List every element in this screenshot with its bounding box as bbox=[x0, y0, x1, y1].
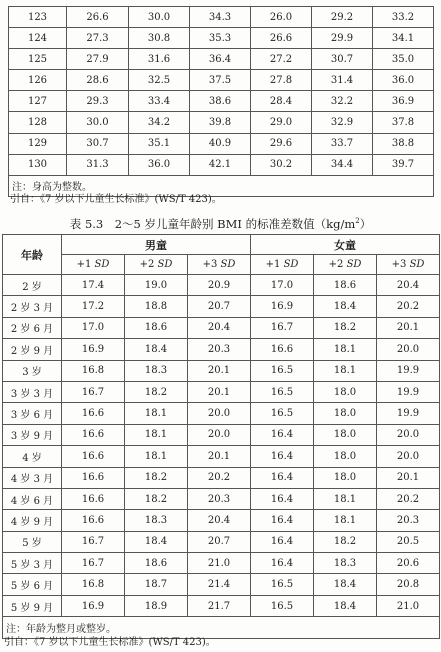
value-cell: 31.4 bbox=[312, 70, 373, 91]
value-cell: 18.3 bbox=[314, 553, 377, 574]
table2-note: 注：年龄为整月或整岁。 bbox=[3, 617, 440, 638]
value-cell: 16.5 bbox=[251, 381, 314, 402]
value-cell: 34.1 bbox=[373, 28, 434, 49]
value-cell: 16.4 bbox=[251, 553, 314, 574]
value-cell: 19.0 bbox=[125, 275, 188, 296]
value-cell: 20.2 bbox=[188, 467, 251, 488]
sd-label: SD bbox=[283, 259, 299, 270]
table-row bbox=[9, 112, 434, 133]
value-cell: 16.6 bbox=[251, 339, 314, 360]
value-cell: 20.4 bbox=[188, 510, 251, 531]
sd-multiplier: +2 bbox=[139, 259, 155, 270]
value-cell: 32.2 bbox=[312, 91, 373, 112]
value-cell: 21.7 bbox=[188, 595, 251, 616]
value-cell: 21.0 bbox=[377, 595, 440, 616]
value-cell: 16.9 bbox=[251, 296, 314, 317]
value-cell: 16.6 bbox=[62, 446, 125, 467]
sd-multiplier: +3 bbox=[202, 259, 218, 270]
bmi-height-table-continued bbox=[8, 6, 434, 197]
value-cell: 17.0 bbox=[62, 317, 125, 338]
value-cell: 18.4 bbox=[125, 339, 188, 360]
sd-column-header bbox=[62, 255, 125, 275]
value-cell: 16.4 bbox=[251, 531, 314, 552]
value-cell: 16.7 bbox=[62, 553, 125, 574]
value-cell: 29.3 bbox=[67, 91, 129, 112]
value-cell: 17.2 bbox=[62, 296, 125, 317]
value-cell: 36.4 bbox=[190, 49, 251, 70]
sd-column-header bbox=[188, 255, 251, 275]
sd-label: SD bbox=[220, 259, 236, 270]
value-cell: 19.9 bbox=[377, 403, 440, 424]
table-row bbox=[3, 296, 440, 317]
value-cell: 20.3 bbox=[188, 488, 251, 509]
table2-header-row-2 bbox=[3, 255, 440, 275]
value-cell: 18.6 bbox=[125, 317, 188, 338]
age-column-header: 年龄 bbox=[3, 235, 62, 275]
value-cell: 16.7 bbox=[62, 381, 125, 402]
table-row bbox=[3, 446, 440, 467]
value-cell: 16.9 bbox=[62, 339, 125, 360]
value-cell: 20.1 bbox=[188, 446, 251, 467]
value-cell: 18.1 bbox=[125, 403, 188, 424]
value-cell: 30.7 bbox=[312, 49, 373, 70]
value-cell: 16.4 bbox=[251, 424, 314, 445]
value-cell: 38.8 bbox=[373, 133, 434, 154]
value-cell: 40.9 bbox=[190, 133, 251, 154]
value-cell: 42.1 bbox=[190, 154, 251, 175]
sd-column-header bbox=[314, 255, 377, 275]
value-cell: 18.2 bbox=[314, 317, 377, 338]
value-cell: 28.4 bbox=[251, 91, 312, 112]
age-cell: 4 岁 3 月 bbox=[3, 467, 62, 488]
value-cell: 18.2 bbox=[125, 467, 188, 488]
age-cell: 4 岁 bbox=[3, 446, 62, 467]
value-cell: 30.0 bbox=[67, 112, 129, 133]
value-cell: 27.2 bbox=[251, 49, 312, 70]
value-cell: 16.8 bbox=[62, 574, 125, 595]
value-cell: 18.2 bbox=[125, 381, 188, 402]
value-cell: 16.5 bbox=[251, 360, 314, 381]
value-cell: 30.8 bbox=[129, 28, 190, 49]
value-cell: 18.1 bbox=[314, 360, 377, 381]
value-cell: 29.9 bbox=[312, 28, 373, 49]
value-cell: 16.4 bbox=[251, 467, 314, 488]
value-cell: 18.1 bbox=[314, 510, 377, 531]
value-cell: 18.4 bbox=[314, 574, 377, 595]
value-cell: 26.6 bbox=[251, 28, 312, 49]
value-cell: 27.3 bbox=[67, 28, 129, 49]
age-cell: 5 岁 9 月 bbox=[3, 595, 62, 616]
value-cell: 33.4 bbox=[129, 91, 190, 112]
value-cell: 18.4 bbox=[125, 531, 188, 552]
value-cell: 18.2 bbox=[125, 488, 188, 509]
table-row bbox=[9, 7, 434, 28]
value-cell: 18.2 bbox=[314, 531, 377, 552]
value-cell: 16.5 bbox=[251, 595, 314, 616]
girls-header: 女童 bbox=[251, 235, 440, 255]
value-cell: 20.0 bbox=[188, 403, 251, 424]
table-row bbox=[3, 488, 440, 509]
table-row bbox=[3, 510, 440, 531]
age-cell: 5 岁 6 月 bbox=[3, 574, 62, 595]
value-cell: 18.0 bbox=[314, 381, 377, 402]
value-cell: 20.0 bbox=[377, 424, 440, 445]
age-cell: 4 岁 9 月 bbox=[3, 510, 62, 531]
table-row bbox=[3, 339, 440, 360]
value-cell: 20.1 bbox=[377, 467, 440, 488]
table1-source: 引自：《7 岁以下儿童生长标准》(WS/T 423)。 bbox=[10, 194, 222, 205]
age-cell: 5 岁 3 月 bbox=[3, 553, 62, 574]
table-row bbox=[3, 574, 440, 595]
value-cell: 20.5 bbox=[377, 531, 440, 552]
boys-header: 男童 bbox=[62, 235, 251, 255]
age-cell: 3 岁 6 月 bbox=[3, 403, 62, 424]
table-row bbox=[9, 133, 434, 154]
table-row bbox=[3, 275, 440, 296]
table-row bbox=[3, 403, 440, 424]
value-cell: 19.9 bbox=[377, 360, 440, 381]
value-cell: 20.4 bbox=[377, 275, 440, 296]
value-cell: 19.9 bbox=[377, 381, 440, 402]
value-cell: 36.0 bbox=[129, 154, 190, 175]
sd-multiplier: +2 bbox=[328, 259, 344, 270]
value-cell: 16.6 bbox=[62, 467, 125, 488]
table2-caption-superscript: 2 bbox=[355, 217, 360, 226]
value-cell: 20.0 bbox=[377, 339, 440, 360]
age-cell: 2 岁 6 月 bbox=[3, 317, 62, 338]
value-cell: 39.7 bbox=[373, 154, 434, 175]
value-cell: 30.7 bbox=[67, 133, 129, 154]
value-cell: 16.5 bbox=[251, 403, 314, 424]
bmi-age-sd-table bbox=[2, 234, 440, 639]
table-row bbox=[9, 49, 434, 70]
table2-caption-text: 表 5.3 2～5 岁儿童年龄别 BMI 的标准差数值（kg/m bbox=[69, 217, 356, 231]
value-cell: 16.4 bbox=[251, 510, 314, 531]
height-cell: 129 bbox=[9, 133, 67, 154]
value-cell: 18.9 bbox=[125, 595, 188, 616]
value-cell: 18.0 bbox=[314, 424, 377, 445]
value-cell: 21.0 bbox=[188, 553, 251, 574]
sd-column-header bbox=[125, 255, 188, 275]
value-cell: 27.9 bbox=[67, 49, 129, 70]
value-cell: 16.7 bbox=[62, 531, 125, 552]
value-cell: 18.6 bbox=[314, 275, 377, 296]
value-cell: 16.6 bbox=[62, 488, 125, 509]
value-cell: 20.1 bbox=[188, 360, 251, 381]
value-cell: 35.0 bbox=[373, 49, 434, 70]
table-row bbox=[3, 467, 440, 488]
value-cell: 17.4 bbox=[62, 275, 125, 296]
value-cell: 29.0 bbox=[251, 112, 312, 133]
value-cell: 16.8 bbox=[62, 360, 125, 381]
age-cell: 2 岁 bbox=[3, 275, 62, 296]
value-cell: 34.2 bbox=[129, 112, 190, 133]
value-cell: 20.9 bbox=[188, 275, 251, 296]
value-cell: 30.2 bbox=[251, 154, 312, 175]
table-row bbox=[9, 91, 434, 112]
value-cell: 34.3 bbox=[190, 7, 251, 28]
height-cell: 126 bbox=[9, 70, 67, 91]
value-cell: 16.6 bbox=[62, 403, 125, 424]
value-cell: 20.8 bbox=[377, 574, 440, 595]
table-row bbox=[3, 595, 440, 616]
table2-body bbox=[3, 275, 440, 617]
table1-body bbox=[9, 7, 434, 176]
table-row bbox=[3, 381, 440, 402]
value-cell: 37.8 bbox=[373, 112, 434, 133]
table-row bbox=[9, 70, 434, 91]
value-cell: 17.0 bbox=[251, 275, 314, 296]
height-cell: 125 bbox=[9, 49, 67, 70]
value-cell: 16.6 bbox=[62, 424, 125, 445]
value-cell: 18.1 bbox=[314, 339, 377, 360]
value-cell: 32.9 bbox=[312, 112, 373, 133]
age-cell: 2 岁 3 月 bbox=[3, 296, 62, 317]
value-cell: 16.7 bbox=[251, 317, 314, 338]
value-cell: 20.0 bbox=[188, 424, 251, 445]
value-cell: 33.7 bbox=[312, 133, 373, 154]
value-cell: 31.3 bbox=[67, 154, 129, 175]
value-cell: 18.7 bbox=[125, 574, 188, 595]
sd-multiplier: +1 bbox=[265, 259, 281, 270]
age-cell: 3 岁 3 月 bbox=[3, 381, 62, 402]
value-cell: 20.1 bbox=[377, 317, 440, 338]
height-cell: 124 bbox=[9, 28, 67, 49]
value-cell: 20.3 bbox=[377, 510, 440, 531]
value-cell: 20.1 bbox=[188, 381, 251, 402]
height-cell: 127 bbox=[9, 91, 67, 112]
table-row bbox=[3, 424, 440, 445]
value-cell: 30.0 bbox=[129, 7, 190, 28]
sd-multiplier: +1 bbox=[76, 259, 92, 270]
table-row bbox=[3, 317, 440, 338]
table-row bbox=[3, 553, 440, 574]
value-cell: 20.2 bbox=[377, 488, 440, 509]
sd-label: SD bbox=[409, 259, 425, 270]
sd-label: SD bbox=[94, 259, 110, 270]
table-row bbox=[9, 154, 434, 175]
value-cell: 20.7 bbox=[188, 531, 251, 552]
value-cell: 16.4 bbox=[251, 488, 314, 509]
value-cell: 16.4 bbox=[251, 446, 314, 467]
value-cell: 18.0 bbox=[314, 467, 377, 488]
sd-column-header bbox=[377, 255, 440, 275]
sd-column-header bbox=[251, 255, 314, 275]
value-cell: 29.2 bbox=[312, 7, 373, 28]
value-cell: 18.8 bbox=[125, 296, 188, 317]
value-cell: 27.8 bbox=[251, 70, 312, 91]
value-cell: 26.6 bbox=[67, 7, 129, 28]
value-cell: 37.5 bbox=[190, 70, 251, 91]
value-cell: 31.6 bbox=[129, 49, 190, 70]
value-cell: 35.1 bbox=[129, 133, 190, 154]
table2-header-row-1 bbox=[3, 235, 440, 255]
value-cell: 18.0 bbox=[314, 403, 377, 424]
table2-caption-end: ） bbox=[359, 217, 372, 231]
value-cell: 18.3 bbox=[125, 360, 188, 381]
value-cell: 18.6 bbox=[125, 553, 188, 574]
height-cell: 128 bbox=[9, 112, 67, 133]
value-cell: 18.1 bbox=[125, 424, 188, 445]
height-cell: 123 bbox=[9, 7, 67, 28]
value-cell: 36.0 bbox=[373, 70, 434, 91]
value-cell: 33.2 bbox=[373, 7, 434, 28]
value-cell: 28.6 bbox=[67, 70, 129, 91]
value-cell: 39.8 bbox=[190, 112, 251, 133]
sd-label: SD bbox=[346, 259, 362, 270]
value-cell: 35.3 bbox=[190, 28, 251, 49]
value-cell: 26.0 bbox=[251, 7, 312, 28]
table2-caption bbox=[0, 216, 441, 232]
value-cell: 36.9 bbox=[373, 91, 434, 112]
table1-note: 注：身高为整数。 bbox=[9, 175, 434, 196]
value-cell: 21.4 bbox=[188, 574, 251, 595]
value-cell: 20.6 bbox=[377, 553, 440, 574]
value-cell: 20.0 bbox=[377, 446, 440, 467]
value-cell: 16.9 bbox=[62, 595, 125, 616]
value-cell: 34.4 bbox=[312, 154, 373, 175]
age-cell: 4 岁 6 月 bbox=[3, 488, 62, 509]
table-row bbox=[3, 360, 440, 381]
value-cell: 18.4 bbox=[314, 595, 377, 616]
value-cell: 20.3 bbox=[188, 339, 251, 360]
value-cell: 32.5 bbox=[129, 70, 190, 91]
value-cell: 18.1 bbox=[314, 488, 377, 509]
age-cell: 3 岁 bbox=[3, 360, 62, 381]
age-cell: 5 岁 bbox=[3, 531, 62, 552]
age-cell: 2 岁 9 月 bbox=[3, 339, 62, 360]
height-cell: 130 bbox=[9, 154, 67, 175]
value-cell: 20.7 bbox=[188, 296, 251, 317]
value-cell: 18.0 bbox=[314, 446, 377, 467]
table-row bbox=[3, 531, 440, 552]
value-cell: 18.1 bbox=[125, 446, 188, 467]
table2-source: 引自：《7 岁以下儿童生长标准》(WS/T 423)。 bbox=[4, 637, 216, 648]
value-cell: 29.6 bbox=[251, 133, 312, 154]
value-cell: 18.4 bbox=[314, 296, 377, 317]
age-cell: 3 岁 9 月 bbox=[3, 424, 62, 445]
value-cell: 16.6 bbox=[62, 510, 125, 531]
sd-label: SD bbox=[157, 259, 173, 270]
value-cell: 38.6 bbox=[190, 91, 251, 112]
sd-multiplier: +3 bbox=[391, 259, 407, 270]
value-cell: 20.4 bbox=[188, 317, 251, 338]
table-row bbox=[9, 28, 434, 49]
value-cell: 16.5 bbox=[251, 574, 314, 595]
value-cell: 20.2 bbox=[377, 296, 440, 317]
value-cell: 18.3 bbox=[125, 510, 188, 531]
